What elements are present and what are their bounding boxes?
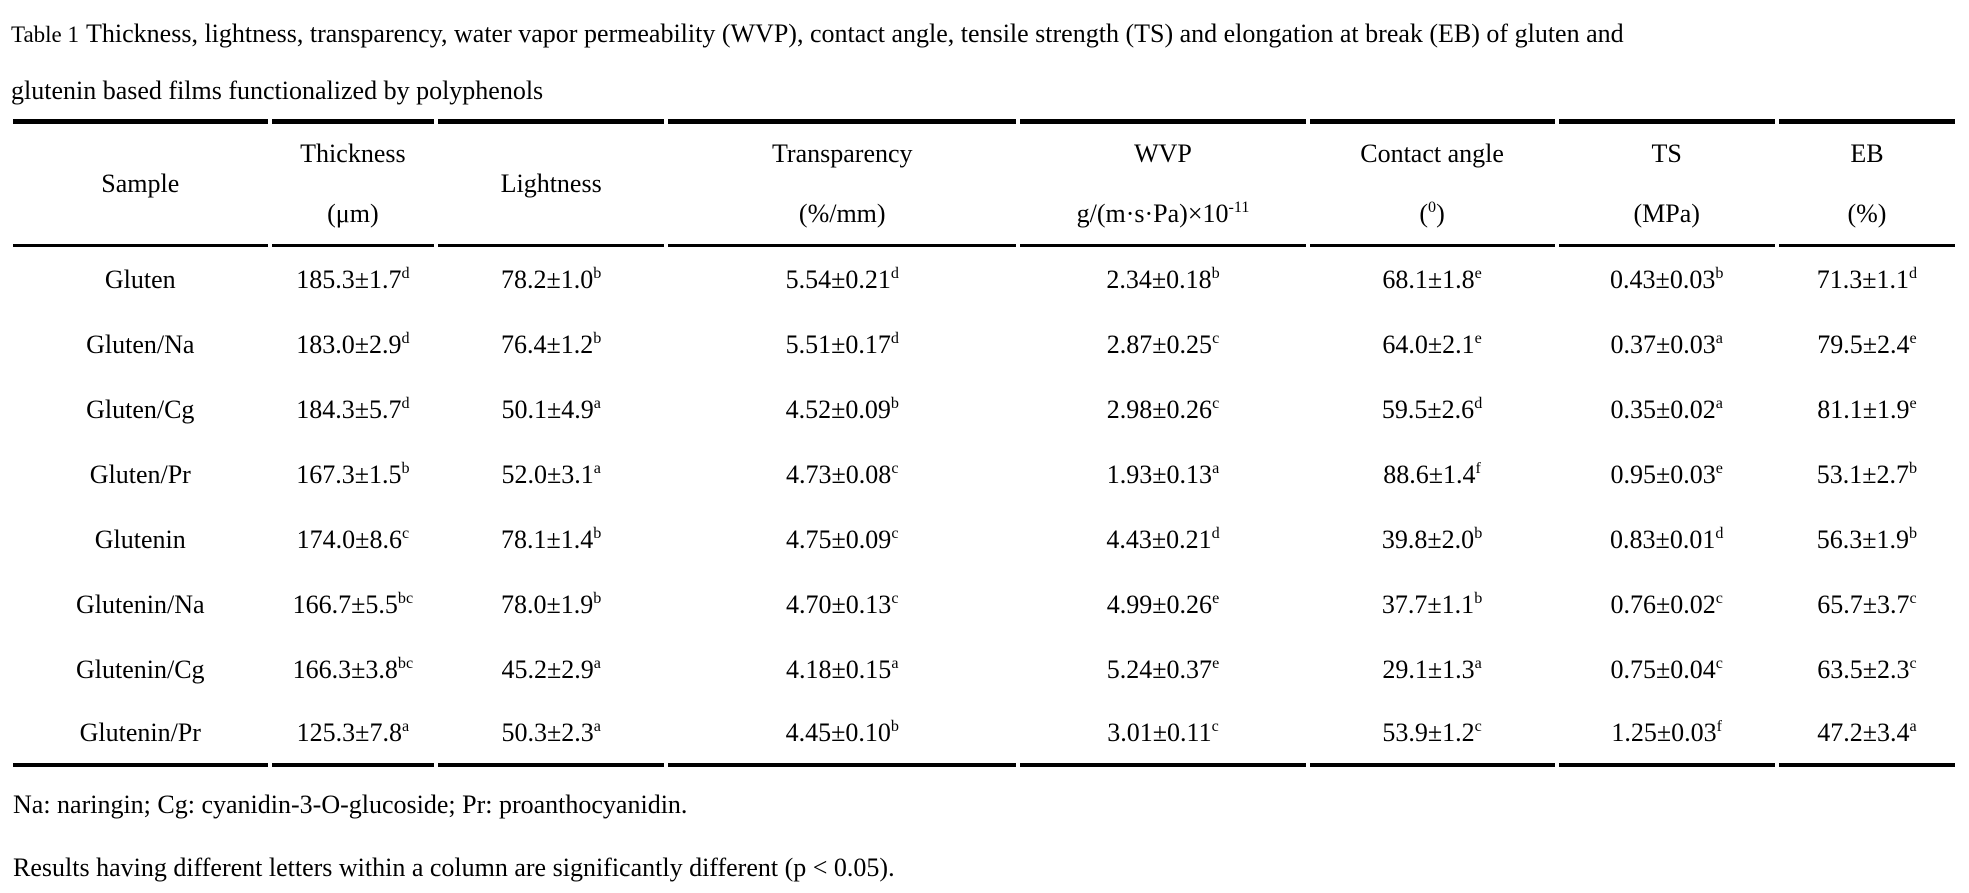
unit-text: (MPa): [1633, 199, 1700, 228]
sample-name: Glutenin/Pr: [13, 702, 268, 767]
measurement-value: 4.18±0.15: [786, 654, 892, 684]
measurement-value: 0.95±0.03: [1610, 459, 1716, 489]
measurement-value: 50.3±2.3: [501, 717, 594, 747]
measurement-value: 52.0±3.1: [501, 459, 594, 489]
measurement-value: 167.3±1.5: [296, 459, 402, 489]
measurement-value: 174.0±8.6: [296, 524, 402, 554]
column-name: Sample: [101, 169, 180, 198]
significance-letter: b: [890, 717, 899, 735]
significance-letter: b: [593, 524, 602, 542]
significance-letter: a: [593, 459, 601, 477]
significance-letter: c: [401, 524, 410, 542]
column-unit: [1020, 184, 1305, 244]
measurement-value: 4.70±0.13: [786, 589, 892, 619]
value-cell: [1310, 312, 1555, 377]
significance-letter: c: [1909, 589, 1917, 607]
sample-name: Glutenin/Na: [76, 589, 205, 619]
measurement-value: 53.9±1.2: [1382, 717, 1475, 747]
value-cell: [272, 442, 435, 507]
value-cell: [438, 247, 664, 312]
value-cell: [1020, 442, 1305, 507]
value-cell: [438, 637, 664, 702]
value-cell: [1020, 377, 1305, 442]
significance-letter: c: [891, 524, 899, 542]
measurement-value: 29.1±1.3: [1382, 654, 1475, 684]
significance-letter: c: [891, 459, 899, 477]
significance-letter: a: [1715, 329, 1723, 347]
unit-text: (%/mm): [798, 199, 886, 228]
significance-letter: e: [1474, 264, 1482, 282]
measurement-value: 2.87±0.25: [1106, 329, 1213, 359]
value-cell: [1310, 702, 1555, 767]
significance-letter: b: [890, 394, 899, 412]
value-cell: [1310, 572, 1555, 637]
significance-letter: bc: [397, 589, 414, 607]
significance-letter: a: [401, 717, 410, 735]
measurement-value: 0.75±0.04: [1610, 654, 1716, 684]
significance-letter: e: [1212, 589, 1220, 607]
measurement-value: 1.93±0.13: [1106, 459, 1213, 489]
measurement-value: 65.7±3.7: [1817, 589, 1910, 619]
value-cell: [1559, 507, 1775, 572]
value-cell: [1779, 572, 1955, 637]
measurement-value: 5.54±0.21: [785, 264, 891, 294]
value-cell: [1020, 572, 1305, 637]
measurement-value: 63.5±2.3: [1817, 654, 1910, 684]
column-name: TS: [1651, 139, 1682, 168]
measurement-value: 2.34±0.18: [1106, 264, 1212, 294]
column-name: Contact angle: [1360, 139, 1504, 168]
significance-letter: d: [1211, 524, 1220, 542]
value-cell: [1779, 702, 1955, 767]
unit-text: g/(m·s·Pa)×10: [1076, 199, 1229, 228]
value-cell: [668, 442, 1016, 507]
value-cell: [1559, 637, 1775, 702]
column-name: EB: [1850, 139, 1884, 168]
column-name: Thickness: [300, 139, 406, 168]
measurement-value: 185.3±1.7: [296, 264, 402, 294]
column-name: Lightness: [500, 169, 602, 198]
sample-name: Gluten/Cg: [86, 394, 195, 424]
table-row-glutenin-cg: [13, 637, 1955, 702]
value-cell: [272, 507, 435, 572]
caption-line-1: [11, 6, 1959, 63]
significance-letter: e: [1474, 329, 1482, 347]
value-cell: [1559, 702, 1775, 767]
table-body: [13, 247, 1955, 767]
value-cell: [1779, 442, 1955, 507]
significance-letter: a: [593, 654, 601, 672]
significance-letter: c: [1212, 329, 1220, 347]
significance-letter: c: [891, 589, 899, 607]
value-cell: [1310, 442, 1555, 507]
measurement-value: 37.7±1.1: [1381, 589, 1475, 619]
header-row: [13, 119, 1955, 247]
column-name: WVP: [1134, 139, 1192, 168]
sample-name: Glutenin/Cg: [75, 654, 205, 684]
significance-letter: b: [593, 264, 602, 282]
value-cell: [668, 377, 1016, 442]
value-cell: [438, 702, 664, 767]
measurement-value: 166.7±5.5: [292, 589, 398, 619]
column-header-thickness: [272, 119, 435, 247]
value-cell: [1559, 442, 1775, 507]
unit-text: (: [1419, 199, 1429, 228]
significance-letter: b: [1474, 589, 1483, 607]
value-cell: [272, 377, 435, 442]
measurement-value: 0.76±0.02: [1610, 589, 1716, 619]
measurement-value: 76.4±1.2: [500, 329, 594, 359]
value-cell: [1779, 312, 1955, 377]
significance-letter: c: [1211, 717, 1219, 735]
value-cell: [668, 507, 1016, 572]
results-table: [9, 119, 1959, 767]
column-header-lightness: [438, 119, 664, 247]
column-unit: [668, 184, 1016, 244]
measurement-value: 0.35±0.02: [1610, 394, 1716, 424]
value-cell: [668, 702, 1016, 767]
value-cell: [438, 507, 664, 572]
significance-letter: c: [1212, 394, 1220, 412]
value-cell: [272, 637, 435, 702]
significance-letter: f: [1716, 717, 1723, 735]
measurement-value: 4.45±0.10: [785, 717, 891, 747]
measurement-value: 71.3±1.1: [1816, 264, 1910, 294]
significance-letter: e: [1909, 329, 1917, 347]
measurement-value: 68.1±1.8: [1382, 264, 1475, 294]
significance-letter: f: [1475, 459, 1481, 477]
value-cell: [668, 572, 1016, 637]
significance-letter: e: [1212, 654, 1220, 672]
table-row-glutenin: [13, 507, 1955, 572]
value-cell: [438, 312, 664, 377]
significance-letter: c: [1474, 717, 1482, 735]
significance-letter: d: [890, 264, 899, 282]
significance-letter: b: [401, 459, 410, 477]
significance-letter: a: [593, 394, 601, 412]
significance-letter: a: [1715, 394, 1723, 412]
value-cell: [668, 247, 1016, 312]
measurement-value: 125.3±7.8: [296, 717, 402, 747]
table-header: [13, 119, 1955, 247]
footnote-significance: Results having different letters within a column are significantly different (p < 0.05).: [13, 853, 895, 882]
measurement-value: 4.52±0.09: [785, 394, 891, 424]
significance-letter: d: [1715, 524, 1724, 542]
measurement-value: 1.25±0.03: [1611, 717, 1717, 747]
measurement-value: 78.2±1.0: [500, 264, 594, 294]
value-cell: [1310, 507, 1555, 572]
caption-line-2: glutenin based films functionalized by polyphenols: [11, 76, 544, 105]
column-header-ts: [1559, 119, 1775, 247]
sample-name: Gluten/Pr: [89, 459, 191, 489]
value-cell: [438, 572, 664, 637]
value-cell: [1020, 702, 1305, 767]
value-cell: [1779, 507, 1955, 572]
table-row-gluten-pr: [13, 442, 1955, 507]
significance-letter: c: [1909, 654, 1917, 672]
value-cell: [272, 312, 435, 377]
value-cell: [1779, 377, 1955, 442]
significance-letter: d: [401, 264, 410, 282]
measurement-value: 5.51±0.17: [785, 329, 891, 359]
measurement-value: 183.0±2.9: [296, 329, 402, 359]
value-cell: [1020, 312, 1305, 377]
significance-letter: b: [593, 589, 602, 607]
column-name: Transparency: [771, 139, 913, 168]
value-cell: [1779, 637, 1955, 702]
unit-text: (μm): [327, 199, 379, 228]
value-cell: [272, 247, 435, 312]
table-row-glutenin-na: [13, 572, 1955, 637]
value-cell: [1020, 247, 1305, 312]
value-cell: [1310, 247, 1555, 312]
significance-letter: b: [1909, 524, 1918, 542]
measurement-value: 53.1±2.7: [1816, 459, 1910, 489]
column-unit: [1559, 184, 1775, 244]
significance-letter: c: [1715, 589, 1723, 607]
measurement-value: 4.73±0.08: [786, 459, 892, 489]
measurement-value: 0.83±0.01: [1610, 524, 1716, 554]
measurement-value: 78.1±1.4: [500, 524, 594, 554]
unit-text: ): [1436, 199, 1445, 228]
table-number-label: Table 1: [11, 22, 80, 47]
significance-letter: a: [1474, 654, 1482, 672]
significance-letter: a: [593, 717, 601, 735]
table-row-gluten-na: [13, 312, 1955, 377]
value-cell: [438, 442, 664, 507]
measurement-value: 4.99±0.26: [1106, 589, 1213, 619]
significance-letter: d: [1474, 394, 1483, 412]
column-header-eb: [1779, 119, 1955, 247]
sample-name: Gluten: [104, 264, 176, 294]
significance-letter: e: [1715, 459, 1723, 477]
measurement-value: 45.2±2.9: [501, 654, 594, 684]
value-cell: [1310, 377, 1555, 442]
value-cell: [1559, 572, 1775, 637]
measurement-value: 166.3±3.8: [292, 654, 398, 684]
significance-letter: a: [1212, 459, 1220, 477]
value-cell: [1779, 247, 1955, 312]
sample-name: Gluten/Na: [86, 329, 195, 359]
value-cell: [1310, 637, 1555, 702]
measurement-value: 56.3±1.9: [1816, 524, 1910, 554]
measurement-value: 0.37±0.03: [1610, 329, 1716, 359]
measurement-value: 4.75±0.09: [786, 524, 892, 554]
column-unit: [1310, 184, 1555, 244]
column-header-transparency: [668, 119, 1016, 247]
footnote-abbreviations: Na: naringin; Cg: cyanidin-3-O-glucoside; Pr: proanthocyanidin.: [13, 790, 688, 819]
value-cell: [668, 312, 1016, 377]
value-cell: [272, 572, 435, 637]
value-cell: [1020, 507, 1305, 572]
significance-letter: d: [401, 329, 410, 347]
value-cell: [1559, 377, 1775, 442]
significance-letter: bc: [397, 654, 414, 672]
significance-letter: d: [890, 329, 899, 347]
significance-letter: d: [401, 394, 410, 412]
measurement-value: 81.1±1.9: [1817, 394, 1910, 424]
measurement-value: 0.43±0.03: [1610, 264, 1716, 294]
value-cell: [1020, 637, 1305, 702]
significance-letter: a: [1909, 717, 1917, 735]
column-unit: [272, 184, 435, 244]
measurement-value: 3.01±0.11: [1107, 717, 1212, 747]
table-caption: [11, 6, 1959, 119]
value-cell: [1559, 312, 1775, 377]
significance-letter: c: [1715, 654, 1723, 672]
measurement-value: 39.8±2.0: [1381, 524, 1475, 554]
significance-letter: d: [1909, 264, 1918, 282]
significance-letter: a: [891, 654, 899, 672]
sample-name: Glutenin: [94, 524, 186, 554]
measurement-value: 47.2±3.4: [1817, 717, 1910, 747]
value-cell: [668, 637, 1016, 702]
measurement-value: 50.1±4.9: [501, 394, 594, 424]
measurement-value: 64.0±2.1: [1382, 329, 1475, 359]
table-row-gluten-cg: [13, 377, 1955, 442]
measurement-value: 4.43±0.21: [1106, 524, 1212, 554]
table-row-glutenin-pr: [13, 702, 1955, 767]
significance-letter: b: [1715, 264, 1724, 282]
significance-letter: b: [1909, 459, 1918, 477]
table-row-gluten: [13, 247, 1955, 312]
column-header-wvp: [1020, 119, 1305, 247]
caption-text-line-1: Thickness, lightness, transparency, water vapor permeability (WVP), contact angle, tensile strength (TS) and elongation at break (EB) of gluten and: [86, 19, 1624, 48]
measurement-value: 184.3±5.7: [296, 394, 402, 424]
measurement-value: 5.24±0.37: [1106, 654, 1213, 684]
value-cell: [438, 377, 664, 442]
column-unit: [1779, 184, 1955, 244]
measurement-value: 79.5±2.4: [1817, 329, 1910, 359]
value-cell: [1559, 247, 1775, 312]
measurement-value: 78.0±1.9: [500, 589, 594, 619]
measurement-value: 59.5±2.6: [1381, 394, 1475, 424]
significance-letter: b: [1474, 524, 1483, 542]
significance-letter: b: [593, 329, 602, 347]
measurement-value: 2.98±0.26: [1106, 394, 1213, 424]
measurement-value: 88.6±1.4: [1383, 459, 1476, 489]
unit-text: (%): [1847, 199, 1887, 228]
superscript: -11: [1228, 199, 1250, 217]
footnotes: [13, 788, 1959, 884]
column-header-sample: [13, 119, 268, 247]
significance-letter: e: [1909, 394, 1917, 412]
value-cell: [272, 702, 435, 767]
column-header-contact-angle: [1310, 119, 1555, 247]
superscript: 0: [1428, 199, 1437, 217]
significance-letter: b: [1211, 264, 1220, 282]
